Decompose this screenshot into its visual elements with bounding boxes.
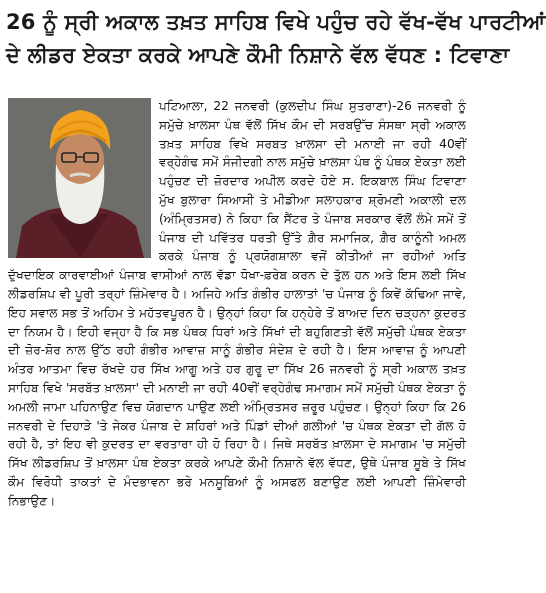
headline-line-2: ਦੇ ਲੀਡਰ ਏਕਤਾ ਕਰਕੇ ਆਪਣੇ ਕੌਮੀ ਨਿਸ਼ਾਨੇ ਵੱਲ ਵੱਧਣ : ਟਿਵਾਣਾ: [6, 43, 510, 67]
article-body: ਪਟਿਆਲਾ, 22 ਜਨਵਰੀ (ਕੁਲਦੀਪ ਸਿੰਘ ਸੁਤਰਾਣਾ)-26 ਜਨਵਰੀ ਨੂੰ ਸਮੁੱਚੇ ਖ਼ਾਲਸਾ ਪੰਥ ਵੱਲੋਂ ਸਿੱਖ ਕੌਮ ਦੀ ਸਰਬਉੱਚ ਸੰਸਥਾ ਸ੍ਰੀ ਅਕਾਲ ਤਖ਼ਤ ਸਾਹਿਬ ਵਿਖੇ ਸਰਬਤ ਖ਼ਾਲਸਾ ਦੀ ਮਨਾਈ ਜਾ ਰਹੀ 40ਵੀਂ ਵਰ੍ਹੇਗੰਢ ਸਮੇਂ ਸੰਜੀਦਗੀ ਨਾਲ ਸਮੁੱਚੇ ਖ਼ਾਲਸਾ ਪੰਥ ਨੂੰ ਪੰਥਕ ਏਕਤਾ ਲਈ ਪਹੁੰਚਣ ਦੀ ਜ਼ੋਰਦਾਰ ਅਪੀਲ ਕਰਦੇ ਹੋਏ ਸ. ਇਕਬਾਲ ਸਿੰਘ ਟਿਵਾਣਾ ਮੁੱਖ ਬੁਲਾਰਾ ਸਿਆਸੀ ਤੇ ਮੀਡੀਆ ਸਲਾਹਕਾਰ ਸ਼੍ਰੋਮਣੀ ਅਕਾਲੀ ਦਲ (ਅੰਮ੍ਰਿਤਸਰ) ਨੇ ਕਿਹਾ ਕਿ ਸੈਂਟਰ ਤੇ ਪੰਜਾਬ ਸਰਕਾਰ ਵੱਲੋਂ ਲੰਮੇ ਸਮੇਂ ਤੋਂ ਪੰਜਾਬ ਦੀ ਪਵਿੱਤਰ ਧਰਤੀ ਉੱਤੇ ਗ਼ੈਰ ਸਮਾਜਿਕ, ਗ਼ੈਰ ਕਾਨੂੰਨੀ ਅਮਲ ਕਰਕੇ ਪੰਜਾਬ ਨੂੰ ਪ੍ਰਯੋਗਸ਼ਾਲਾ ਵਜੋਂ ਕੀਤੀਆਂ ਜਾ ਰਹੀਆਂ ਅਤਿ ਦੁੱਖਦਾਇਕ ਕਾਰਵਾਈਆਂ ਪੰਜਾਬ ਵਾਸੀਆਂ ਨਾਲ ਵੱਡਾ ਧੋਖਾ-ਫ਼ਰੇਬ ਕਰਨ ਦੇ ਤੁੱਲ ਹਨ ਅਤੇ ਇਸ ਲਈ ਸਿੱਖ ਲੀਡਰਸ਼ਿਪ ਵੀ ਪੂਰੀ ਤਰ੍ਹਾਂ ਜ਼ਿੰਮੇਵਾਰ ਹੈ। ਅਜਿਹੇ ਅਤਿ ਗੰਭੀਰ ਹਾਲਾਤਾਂ 'ਚ ਪੰਜਾਬ ਨੂੰ ਕਿਵੇਂ ਕੱਢਿਆ ਜਾਵੇ, ਇਹ ਸਵਾਲ ਸਭ ਤੋਂ ਅਹਿਮ ਤੇ ਮਹੱਤਵਪੂਰਨ ਹੈ। ਉਨ੍ਹਾਂ ਕਿਹਾ ਕਿ ਹਨ੍ਹੇਰੇ ਤੋਂ ਬਾਅਦ ਦਿਨ ਚੜ੍ਹਨਾ ਕੁਦਰਤ ਦਾ ਨਿਯਮ ਹੈ। ਇਹੀ ਵਜ੍ਹਾ ਹੈ ਕਿ ਸਭ ਪੰਥਕ ਧਿਰਾਂ ਅਤੇ ਸਿੱਖਾਂ ਦੀ ਬਹੁਗਿਣਤੀ ਵੱਲੋਂ ਸਮੁੱਚੀ ਪੰਥਕ ਏਕਤਾ ਦੀ ਜ਼ੋਰ-ਸ਼ੋਰ ਨਾਲ ਉੱਠ ਰਹੀ ਗੰਭੀਰ ਆਵਾਜ਼ ਸਾਨੂੰ ਗੰਭੀਰ ਸੰਦੇਸ਼ ਦੇ ਰਹੀ ਹੈ। ਇਸ ਆਵਾਜ਼ ਨੂੰ ਆਪਣੀ ਅੰਤਰ ਆਤਮਾ ਵਿਚ ਰੱਖਦੇ ਹਰ ਸਿੱਖ ਆਗੂ ਅਤੇ ਹਰ ਗੁਰੂ ਦਾ ਸਿੱਖ 26 ਜਨਵਰੀ ਨੂੰ ਸ੍ਰੀ ਅਕਾਲ ਤਖ਼ਤ ਸਾਹਿਬ ਵਿਖੇ 'ਸਰਬੱਤ ਖ਼ਾਲਸਾ' ਦੀ ਮਨਾਈ ਜਾ ਰਹੀ 40ਵੀਂ ਵਰ੍ਹੇਗੰਢ ਸਮਾਗਮ ਸਮੇਂ ਸਮੁੱਚੀ ਪੰਥਕ ਏਕਤਾ ਨੂੰ ਅਮਲੀ ਜਾਮਾ ਪਹਿਨਾਉਣ ਵਿਚ ਯੋਗਦਾਨ ਪਾਉਣ ਲਈ ਅੰਮ੍ਰਿਤਸਰ ਜ਼ਰੂਰ ਪਹੁੰਚਣ। ਉਨ੍ਹਾਂ ਕਿਹਾ ਕਿ 26 ਜਨਵਰੀ ਦੇ ਦਿਹਾੜੇ 'ਤੇ ਜੇਕਰ ਪੰਜਾਬ ਦੇ ਸ਼ਹਿਰਾਂ ਅਤੇ ਪਿੰਡਾਂ ਦੀਆਂ ਗਲੀਆਂ 'ਚ ਪੰਥਕ ਏਕਤਾ ਦੀ ਗੱਲ ਹੋ ਰਹੀ ਹੈ, ਤਾਂ ਇਹ ਵੀ ਕੁਦਰਤ ਦਾ ਵਰਤਾਰਾ ਹੀ ਹੋ ਰਿਹਾ ਹੈ। ਜਿਥੇ ਸਰਬੱਤ ਖ਼ਾਲਸਾ ਦੇ ਸਮਾਗਮ 'ਚ ਸਮੁੱਚੀ ਸਿੱਖ ਲੀਡਰਸ਼ਿਪ ਤੋਂ ਖ਼ਾਲਸਾ ਪੰਥ ਏਕਤਾ ਕਰਕੇ ਆਪਣੇ ਕੌਮੀ ਨਿਸ਼ਾਨੇ ਵੱਲ ਵੱਧਣ, ਉਥੇ ਪੰਜਾਬ ਸੂਬੇ ਤੇ ਸਿੱਖ ਕੌਮ ਵਿਰੋਧੀ ਤਾਕਤਾਂ ਦੇ ਮੰਦਭਾਵਨਾ ਭਰੇ ਮਨਸੂਬਿਆਂ ਨੂੰ ਅਸਫਲ ਬਣਾਉਣ ਲਈ ਆਪਣੀ ਜ਼ਿੰਮੇਵਾਰੀ ਨਿਭਾਉਣ।: [8, 99, 466, 508]
article-body-block: [8, 97, 466, 511]
headline: [6, 6, 546, 72]
headline-line-1: 26 ਨੂੰ ਸ੍ਰੀ ਅਕਾਲ ਤਖ਼ਤ ਸਾਹਿਬ ਵਿਖੇ ਪਹੁੰਚ ਰਹੇ ਵੱਖ-ਵੱਖ ਪਾਰਟੀਆਂ: [6, 10, 546, 34]
